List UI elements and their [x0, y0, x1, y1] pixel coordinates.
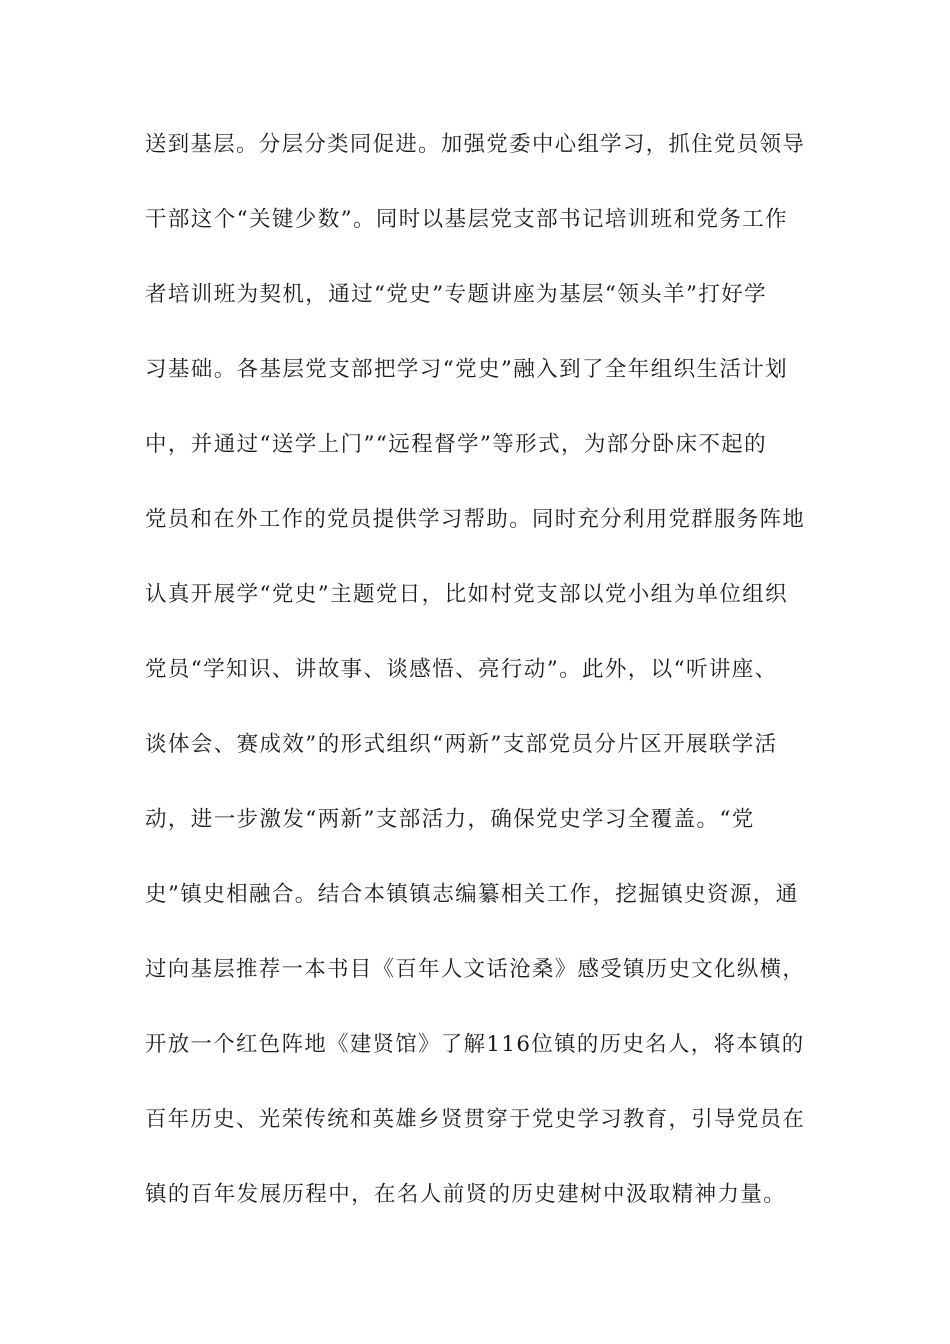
text-line-13: 开放一个红色阵地《建贤馆》了解116位镇的历史名人，将本镇的: [145, 1032, 805, 1057]
text-line-5: 中，并通过“送学上门”“远程督学”等形式，为部分卧床不起的: [145, 432, 768, 457]
text-line-7: 认真开展学“党史”主题党日，比如村党支部以党小组为单位组织: [145, 582, 789, 607]
text-line-4: 习基础。各基层党支部把学习“党史”融入到了全年组织生活计划: [145, 357, 789, 382]
text-line-6: 党员和在外工作的党员提供学习帮助。同时充分利用党群服务阵地: [145, 507, 806, 532]
text-line-8: 党员“学知识、讲故事、谈感悟、亮行动”。此外，以“听讲座、: [145, 657, 778, 682]
text-line-2: 干部这个“关键少数”。同时以基层党支部书记培训班和党务工作: [145, 207, 789, 232]
text-line-10: 动，进一步激发“两新”支部活力，确保党史学习全覆盖。“党: [145, 807, 755, 832]
text-line-9: 谈体会、赛成效”的形式组织“两新”支部党员分片区开展联学活: [145, 732, 778, 757]
text-line-12: 过向基层推荐一本书目《百年人文话沧桑》感受镇历史文化纵横，: [145, 957, 806, 982]
text-line-3: 者培训班为契机，通过“党史”专题讲座为基层“领头羊”打好学: [145, 282, 768, 307]
text-line-1: 送到基层。分层分类同促进。加强党委中心组学习，抓住党员领导: [145, 132, 806, 157]
text-line-14: 百年历史、光荣传统和英雄乡贤贯穿于党史学习教育，引导党员在: [145, 1107, 806, 1132]
text-line-11: 史”镇史相融合。结合本镇镇志编纂相关工作，挖掘镇史资源，通: [145, 882, 799, 907]
text-line-15: 镇的百年发展历程中，在名人前贤的历史建树中汲取精神力量。: [145, 1182, 787, 1207]
